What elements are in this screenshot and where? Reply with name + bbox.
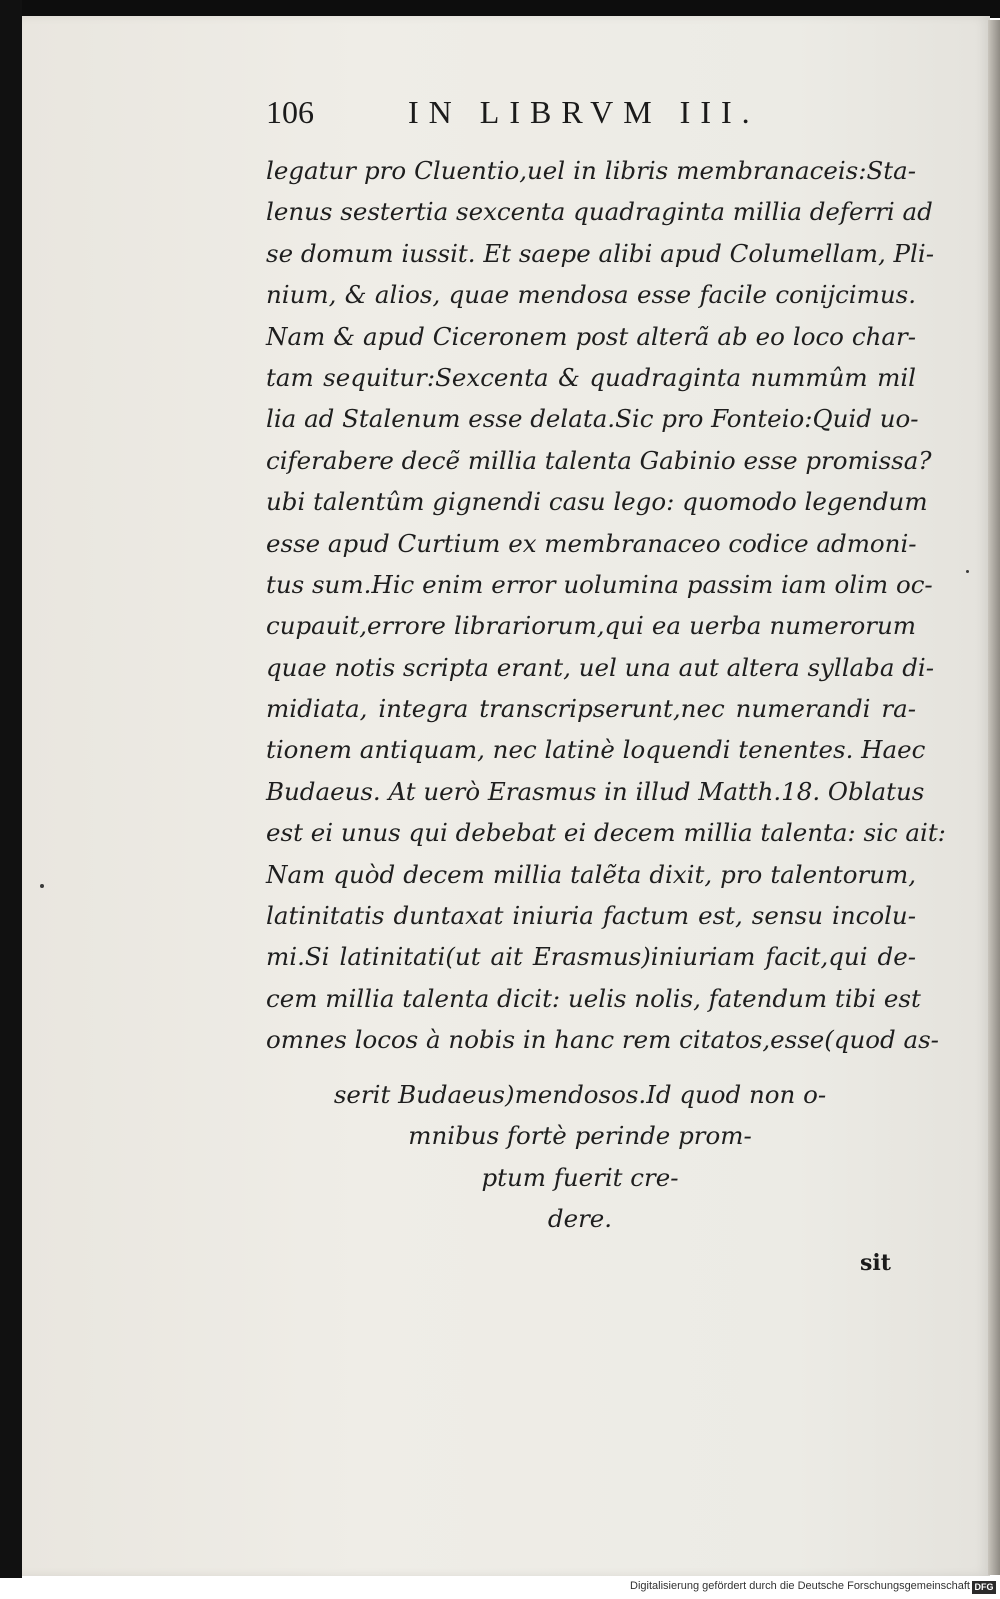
tail-line: ptum fuerit cre- xyxy=(481,1162,679,1192)
body-text xyxy=(266,150,946,1061)
text-line: latinitatis duntaxat iniuria factum est, sensu incolu- xyxy=(266,901,916,931)
text-line: ciferabere decẽ millia talenta Gabinio esse promissa? xyxy=(266,445,932,475)
text-line: cem millia talenta dicit: uelis nolis, fatendum tibi est xyxy=(266,983,921,1013)
text-line: midiata, integra transcripserunt,nec numerandi ra- xyxy=(266,694,916,724)
ink-speck xyxy=(966,570,969,573)
text-line: quae notis scripta erant, uel una aut altera syllaba di- xyxy=(266,652,935,682)
running-head: IN LIBRVM III. xyxy=(408,94,760,130)
text-line: Budaeus. At uerò Erasmus in illud Matth.18. Oblatus xyxy=(266,776,925,806)
tail-line: dere. xyxy=(547,1204,613,1234)
text-line: esse apud Curtium ex membranaceo codice admoni- xyxy=(266,528,917,558)
text-line: est ei unus qui debebat ei decem millia talenta: sic ait: xyxy=(266,818,946,848)
ink-speck xyxy=(40,884,44,888)
text-line: tam sequitur:Sexcenta & quadraginta nummûm mil xyxy=(266,362,916,392)
catchword: sit xyxy=(860,1250,891,1276)
page-header xyxy=(266,94,846,131)
scanner-left-border xyxy=(0,0,22,1580)
tail-line: mnibus fortè perinde prom- xyxy=(408,1121,752,1151)
text-line: nium, & alios, quae mendosa esse facile conijcimus. xyxy=(266,280,916,310)
tail-line: serit Budaeus)mendosos.Id quod non o- xyxy=(333,1080,827,1109)
text-line: legatur pro Cluentio,uel in libris membranaceis:Sta- xyxy=(266,156,916,185)
text-line: ubi talentûm gignendi casu lego: quomodo legendum xyxy=(266,487,928,517)
text-line: Nam quòd decem millia talẽta dixit, pro talentorum, xyxy=(266,859,916,889)
text-line: cupauit,errore librariorum,qui ea uerba numerorum xyxy=(266,611,916,641)
text-line: tionem antiquam, nec latinè loquendi tenentes. Haec xyxy=(266,735,926,765)
text-line: mi.Si latinitati(ut ait Erasmus)iniuriam facit,qui de- xyxy=(266,942,916,972)
text-line: lenus sestertia sexcenta quadraginta millia deferri ad xyxy=(266,197,933,227)
text-line: omnes locos à nobis in hanc rem citatos,esse(quod as- xyxy=(266,1025,939,1055)
text-line: tus sum.Hic enim error uolumina passim iam olim oc- xyxy=(266,569,933,599)
text-line: Nam & apud Ciceronem post alterã ab eo loco char- xyxy=(266,321,916,351)
dfg-logo: DFG xyxy=(972,1581,996,1594)
tail-piece xyxy=(300,1074,860,1240)
book-edge xyxy=(988,20,1000,1575)
page-number: 106 xyxy=(266,94,314,130)
text-line: lia ad Stalenum esse delata.Sic pro Fonteio:Quid uo- xyxy=(266,404,919,434)
digitization-credit: Digitalisierung gefördert durch die Deutsche Forschungsgemeinschaft xyxy=(630,1580,970,1592)
text-line: se domum iussit. Et saepe alibi apud Columellam, Pli- xyxy=(266,238,934,268)
